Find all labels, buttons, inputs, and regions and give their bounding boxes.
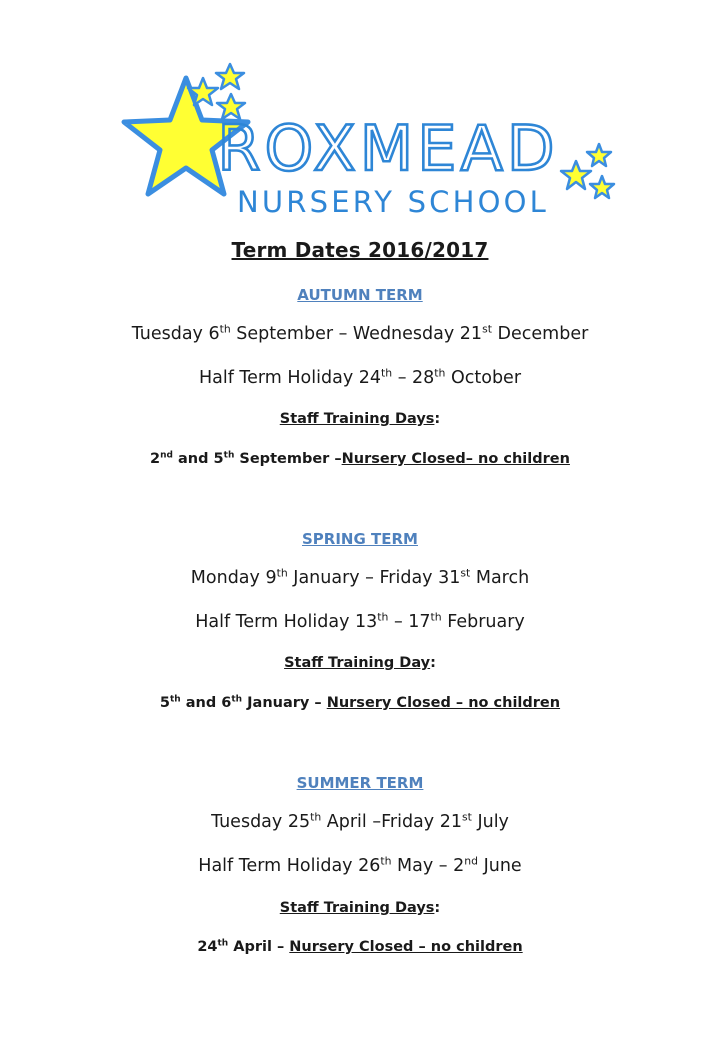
half-term-autumn: Half Term Holiday 24th – 28th October — [198, 366, 522, 388]
logo-subtitle: NURSERY SCHOOL — [236, 185, 550, 219]
small-star-icon — [561, 161, 591, 189]
term-dates-autumn: Tuesday 6th September – Wednesday 21st December — [131, 322, 589, 344]
school-logo — [98, 58, 622, 228]
staff-training-label-summer: Staff Training Days: — [279, 900, 441, 916]
page-title: Term Dates 2016/2017 — [231, 238, 489, 262]
staff-training-label-spring: Staff Training Day: — [284, 655, 436, 671]
term-heading-spring: SPRING TERM — [302, 530, 418, 548]
small-star-icon — [587, 144, 611, 166]
term-dates-spring: Monday 9th January – Friday 31st March — [190, 566, 530, 588]
staff-training-dates-spring: 5th and 6th January – Nursery Closed – no children — [159, 694, 561, 711]
small-star-icon — [216, 64, 244, 89]
logo-graphic — [98, 58, 622, 228]
logo-name: ROXMEAD — [217, 112, 559, 185]
half-term-spring: Half Term Holiday 13th – 17th February — [195, 610, 525, 632]
small-star-icon — [590, 176, 614, 198]
half-term-summer: Half Term Holiday 26th May – 2nd June — [198, 854, 522, 876]
staff-training-label-autumn: Staff Training Days: — [279, 411, 441, 427]
staff-training-dates-summer: 24th April – Nursery Closed – no children — [197, 938, 523, 955]
staff-training-dates-autumn: 2nd and 5th September –Nursery Closed– no children — [150, 450, 570, 467]
term-dates-summer: Tuesday 25th April –Friday 21st July — [211, 810, 509, 832]
term-heading-summer: SUMMER TERM — [296, 774, 424, 792]
term-heading-autumn: AUTUMN TERM — [297, 286, 423, 304]
